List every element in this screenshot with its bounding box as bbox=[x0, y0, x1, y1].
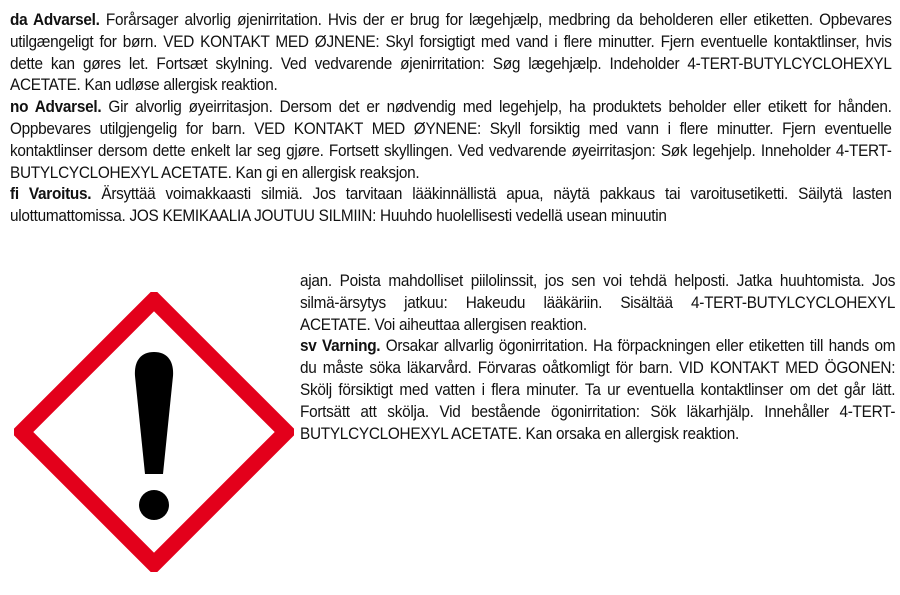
section-sv bbox=[300, 336, 895, 445]
section-no-heading bbox=[10, 98, 101, 116]
language-code: da bbox=[10, 11, 28, 29]
wrapped-text-column bbox=[300, 271, 895, 445]
signal-word: Advarsel. bbox=[34, 98, 102, 117]
hazard-label-text bbox=[10, 10, 892, 228]
section-no-body: Gir alvorlig øyeirritasjon. Dersom det er nødvendig med legehjelp, ha produktets beholder eller etikett for hånden. Oppbevares utilgjengelig for barn. VED KONTAKT MED ØYNENE: Skyll forsiktig med vann i flere minutter. Fjern eventuelle kontaktlinser dersom dette enkelt lar seg gjøre. Fortsett skyllingen. Ved vedvarende øyeirritasjon: Søk legehjelp. Inneholder 4-TERT-BUTYLCYCLOHEXYL ACETATE. Kan gi en allergisk reaksjon. bbox=[10, 98, 892, 182]
ghs07-exclamation-mark-icon bbox=[14, 292, 294, 572]
section-fi bbox=[10, 184, 892, 228]
section-da bbox=[10, 10, 892, 97]
section-fi-body-wrap: ajan. Poista mahdolliset piilolinssit, jos sen voi tehdä helposti. Jatka huuhtomista. Jos silmä-ärsytys jatkuu: Hakeudu lääkäriin. Sisältää 4-TERT-BUTYLCYCLOHEXYL ACETATE. Voi aiheuttaa allergisen reaktion. bbox=[300, 272, 896, 334]
section-da-heading bbox=[10, 11, 100, 29]
signal-word: Advarsel. bbox=[33, 11, 100, 29]
section-sv-heading bbox=[300, 337, 380, 355]
section-no bbox=[10, 97, 892, 184]
language-code: no bbox=[10, 98, 29, 117]
section-sv-body: Orsakar allvarlig ögonirritation. Ha förpackningen eller etiketten till hands om du måste söka läkarvård. Förvaras oåtkomligt för barn. VID KONTAKT MED ÖGONEN: Skölj försiktigt med vatten i flera minuter. Ta ur eventuella kontaktlinser om det går lätt. Fortsätt att skölja. Vid bestående ögonirritation: Sök läkarhjälp. Innehåller 4-TERT-BUTYLCYCLOHEXYL ACETATE. Kan orsaka en allergisk reaktion. bbox=[300, 337, 896, 443]
section-fi-continued bbox=[300, 271, 895, 336]
signal-word: Varoitus. bbox=[28, 185, 92, 204]
section-fi-heading bbox=[10, 185, 91, 203]
signal-word: Varning. bbox=[321, 337, 381, 356]
language-code: sv bbox=[300, 337, 317, 356]
language-code: fi bbox=[10, 185, 19, 204]
section-fi-body-top: Ärsyttää voimakkaasti silmiä. Jos tarvitaan lääkinnällistä apua, näytä pakkaus tai varoitusetiketti. Säilytä lasten ulottumattomissa. JOS KEMIKAALIA JOUTUU SILMIIN: Huuhdo huolellisesti vedellä usean minuutin bbox=[10, 185, 892, 226]
section-da-body: Forårsager alvorlig øjenirritation. Hvis der er brug for lægehjælp, medbring da beholderen eller etiketten. Opbevares utilgængeligt for børn. VED KONTAKT MED ØJNENE: Skyl forsigtigt med vand i flere minutter. Fjern eventuelle kontaktlinser, hvis dette kan gøres let. Fortsæt skylning. Ved vedvarende øjenirritation: Søg lægehjælp. Indeholder 4-TERT-BUTYLCYCLOHEXYL ACETATE. Kan udløse allergisk reaktion. bbox=[10, 11, 892, 95]
hazard-diamond bbox=[14, 292, 294, 572]
